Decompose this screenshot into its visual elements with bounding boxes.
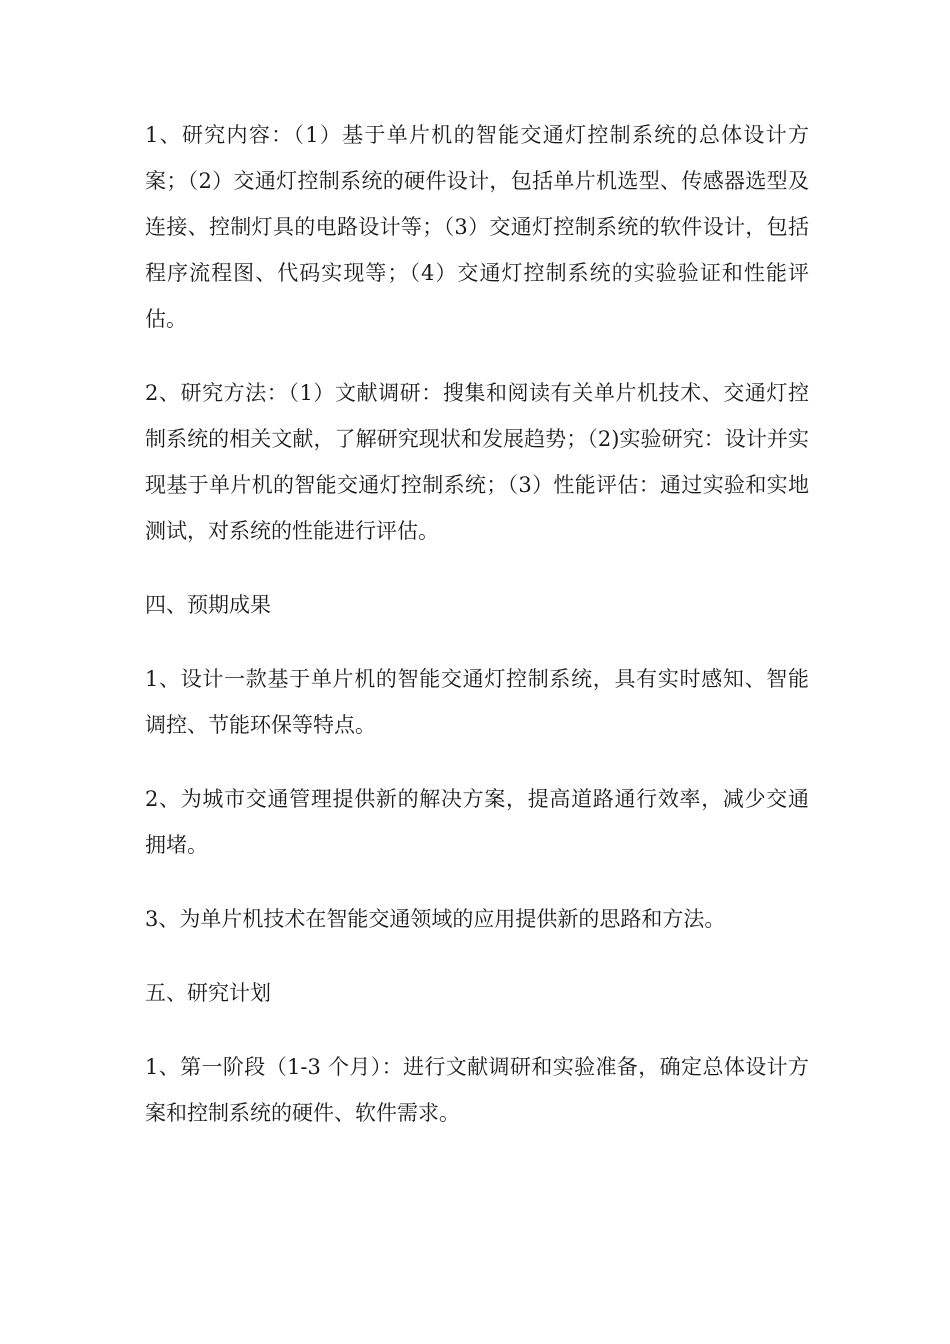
paragraph-research-methods: 2、研究方法：（1）文献调研：搜集和阅读有关单片机技术、交通灯控制系统的相关文献，了解研究现状和发展趋势；（2)实验研究：设计并实现基于单片机的智能交通灯控制系统；（3）性能评估：通过实验和实地测试，对系统的性能进行评估。 [145, 381, 809, 543]
paragraph-research-content: 1、研究内容：（1）基于单片机的智能交通灯控制系统的总体设计方案；（2）交通灯控制系统的硬件设计，包括单片机选型、传感器选型及连接、控制灯具的电路设计等；（3）交通灯控制系统的软件设计，包括程序流程图、代码实现等；（4）交通灯控制系统的实验验证和性能评估。 [145, 123, 809, 331]
paragraph-result-1: 1、设计一款基于单片机的智能交通灯控制系统，具有实时感知、智能调控、节能环保等特点。 [145, 667, 809, 737]
section-heading-expected-results: 四、预期成果 [145, 593, 271, 617]
paragraph-result-2: 2、为城市交通管理提供新的解决方案，提高道路通行效率，减少交通拥堵。 [145, 787, 809, 857]
section-heading-research-plan: 五、研究计划 [145, 981, 271, 1005]
paragraph-result-3: 3、为单片机技术在智能交通领域的应用提供新的思路和方法。 [145, 907, 726, 931]
paragraph-plan-stage-1: 1、第一阶段（1-3 个月）：进行文献调研和实验准备，确定总体设计方案和控制系统的硬件、软件需求。 [145, 1055, 809, 1125]
document-body [145, 112, 809, 1164]
